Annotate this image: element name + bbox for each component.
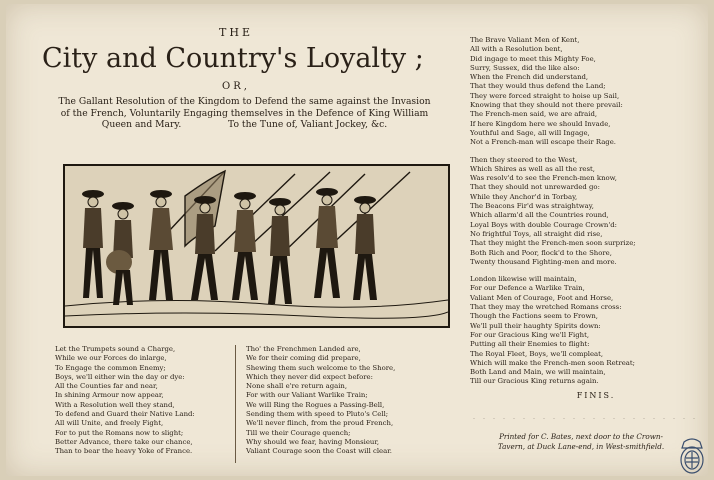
crest-stamp [676, 436, 708, 476]
finis-label: FINIS. [576, 391, 616, 400]
verse-line: Loyal Boys with double Courage Crown'd: [470, 220, 617, 229]
verse-line: All with a Resolution bent, [470, 45, 563, 54]
stanza-gap [470, 267, 690, 275]
verse-line: The French-men said, we are afraid, [470, 110, 598, 119]
verse-column-right [470, 36, 690, 387]
verse-line: Did ingage to meet this Mighty Foe, [470, 54, 596, 63]
title-or: OR, [222, 81, 250, 92]
verse-line: That they would thus defend the Land; [470, 82, 606, 91]
verse-line: With a Resolution well they stand, [55, 400, 175, 409]
verse-line: That they might the French-men soon surprize; [470, 239, 636, 248]
verse-line: Let the Trumpets sound a Charge, [55, 345, 176, 353]
verse-line: Putting all their Enemies to flight: [470, 340, 590, 349]
verse-column-left [55, 345, 235, 457]
verse-line: London likewise will maintain, [470, 275, 577, 284]
broadside-sheet [6, 4, 708, 476]
verse-line: Not a French-man will escape their Rage. [470, 138, 616, 147]
library-stamp-icon [676, 436, 708, 476]
verse-line: They were forced straight to hoise up Sail, [470, 91, 620, 100]
column-divider [235, 345, 236, 463]
woodcut-illustration [63, 164, 450, 328]
main-title: City and Country's Loyalty ; [42, 43, 424, 74]
verse-line: Tho' the Frenchmen Landed are, [246, 345, 361, 353]
imprint [476, 432, 686, 452]
stanza-gap [470, 148, 690, 156]
verse-line: For our Gracious King we'll Fight, [470, 330, 590, 339]
verse-line: Sending them with speed to Pluto's Cell; [246, 410, 389, 419]
verse-line: All will Unite, and freely Fight, [55, 419, 164, 428]
verse-line: Both Rich and Poor, flock'd to the Shore, [470, 248, 612, 257]
verse-line: Was resolv'd to see the French-men know, [470, 174, 617, 183]
ornament-border [469, 411, 695, 419]
subtitle [42, 96, 447, 131]
verse-line: For with our Valiant Warlike Train; [246, 391, 368, 400]
verse-line: That they should not unrewarded go: [470, 183, 600, 192]
verse-line: Better Advance, there take our chance, [55, 437, 193, 446]
subtitle-line: Queen and Mary. To the Tune of, Valiant Jockey, &c. [101, 119, 388, 130]
verse-line: Shewing them such welcome to the Shore, [246, 363, 396, 372]
subtitle-line: of the French, Voluntarily Engaging themselves in the Defence of King William [60, 107, 429, 119]
verse-line: Then they steered to the West, [470, 155, 578, 164]
verse-line: That they may the wretched Romans cross: [470, 303, 622, 312]
verse-line: Which allarm'd all the Countries round, [470, 211, 609, 220]
verse-line: Which they never did expect before: [246, 372, 373, 381]
verse-line: Surry, Sussex, did the like also: [470, 63, 580, 72]
ornament-pattern [469, 418, 695, 419]
subtitle-line: The Gallant Resolution of the Kingdom to Defend the same against the Invasion [58, 96, 431, 107]
marching-soldiers-woodcut [65, 166, 448, 326]
verse-line: Twenty thousand Fighting-men and more. [470, 257, 617, 266]
verse-line: None shall e're return again, [246, 382, 348, 391]
verse-line: Valiant Men of Courage, Foot and Horse, [470, 293, 614, 302]
verse-line: While we our Forces do inlarge, [55, 354, 167, 363]
verse-line: Which will make the French-men soon Retreat; [470, 358, 635, 367]
verse-line: The Beacons Fir'd was straightway, [470, 202, 594, 211]
verse-line: To defend and Guard their Native Land: [55, 410, 195, 419]
verse-line: Than to bear the heavy Yoke of France. [55, 447, 193, 456]
verse-line: For our Defence a Warlike Train, [470, 284, 585, 293]
verse-line: Till our Gracious King returns again. [470, 377, 599, 386]
verse-line: Valiant Courage soon the Coast will clear. [246, 447, 392, 456]
verse-line: All the Counties far and near, [55, 382, 158, 391]
verse-line: When the French did understand, [470, 73, 589, 82]
verse-line: For to put the Romans now to slight; [55, 428, 184, 437]
verse-line: Youthful and Sage, all will Ingage, [470, 128, 590, 137]
imprint-line: Tavern, at Duck Lane-end, in West-smithfield. [497, 442, 665, 451]
verse-line: While they Anchor'd in Torbay, [470, 192, 578, 201]
verse-line: No frightful Toys, all straight did rise, [470, 229, 603, 238]
verse-line: Boys, we'll either win the day or dye: [55, 372, 185, 381]
verse-line: Though the Factions seem to Frown, [470, 312, 598, 321]
verse-line: If here Kingdom here we should Invade, [470, 119, 611, 128]
verse-line: Why should we fear, having Monsieur, [246, 437, 380, 446]
verse-column-middle [246, 345, 446, 457]
verse-line: Till we their Courage quench; [246, 428, 351, 437]
verse-line: The Royal Fleet, Boys, we'll compleat, [470, 349, 604, 358]
title-the: THE [219, 26, 253, 39]
verse-line: We for their coming did prepare, [246, 354, 361, 363]
verse-line: We will Ring the Rogues a Passing-Bell, [246, 400, 385, 409]
verse-line: To Engage the common Enemy; [55, 363, 166, 372]
verse-line: Which Shires as well as all the rest, [470, 164, 595, 173]
verse-line: The Brave Valiant Men of Kent, [470, 36, 580, 44]
verse-line: In shining Armour now appear, [55, 391, 164, 400]
verse-line: We'll pull their haughty Spirits down: [470, 321, 601, 330]
imprint-line: Printed for C. Bates, next door to the Crown- [499, 432, 663, 441]
verse-line: Knowing that they should not there prevail: [470, 101, 623, 110]
verse-line: We'll never flinch, from the proud French, [246, 419, 394, 428]
verse-line: Both Land and Main, we will maintain, [470, 368, 606, 377]
